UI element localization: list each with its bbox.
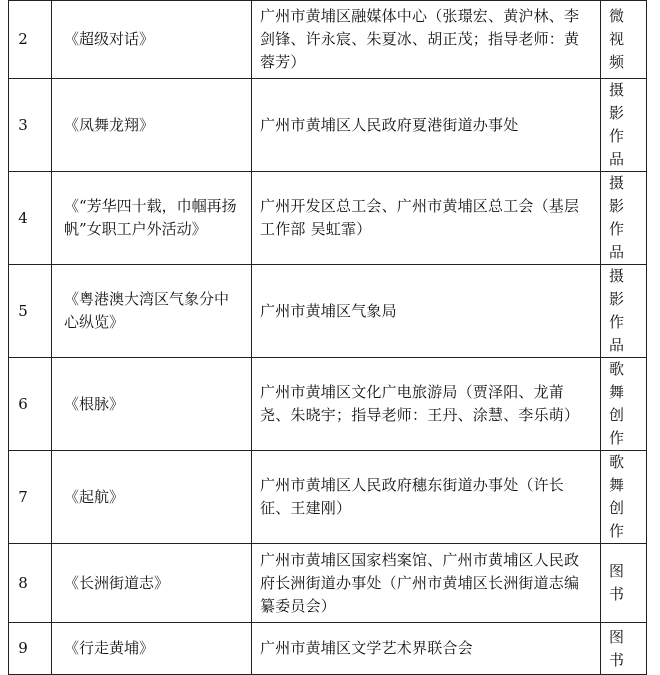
row-number: 3 bbox=[9, 79, 52, 172]
work-title: 《长洲街道志》 bbox=[52, 544, 252, 623]
table-row bbox=[9, 451, 647, 544]
organization: 广州市黄埔区文化广电旅游局（贾泽阳、龙莆尧、朱晓宇；指导老师：王丹、涂慧、李乐萌） bbox=[252, 358, 601, 451]
work-title: 《凤舞龙翔》 bbox=[52, 79, 252, 172]
table-row bbox=[9, 544, 647, 623]
row-number: 8 bbox=[9, 544, 52, 623]
organization: 广州市黄埔区人民政府夏港街道办事处 bbox=[252, 79, 601, 172]
award-list-table bbox=[8, 0, 647, 675]
work-title: 《行走黄埔》 bbox=[52, 623, 252, 675]
work-type: 图书 bbox=[601, 544, 647, 623]
row-number: 2 bbox=[9, 1, 52, 79]
row-number: 7 bbox=[9, 451, 52, 544]
work-title: 《“芳华四十载，巾帼再扬帆”女职工户外活动》 bbox=[52, 172, 252, 265]
row-number: 9 bbox=[9, 623, 52, 675]
work-type: 摄影作品 bbox=[601, 265, 647, 358]
organization: 广州开发区总工会、广州市黄埔区总工会（基层工作部 吴虹霏） bbox=[252, 172, 601, 265]
work-type: 微视频 bbox=[601, 1, 647, 79]
work-title: 《超级对话》 bbox=[52, 1, 252, 79]
row-number: 4 bbox=[9, 172, 52, 265]
work-title: 《粤港澳大湾区气象分中心纵览》 bbox=[52, 265, 252, 358]
row-number: 6 bbox=[9, 358, 52, 451]
table-row bbox=[9, 265, 647, 358]
work-title: 《根脉》 bbox=[52, 358, 252, 451]
row-number: 5 bbox=[9, 265, 52, 358]
organization: 广州市黄埔区融媒体中心（张璟宏、黄沪林、李剑锋、许永宸、朱夏冰、胡正茂；指导老师：黄蓉芳） bbox=[252, 1, 601, 79]
organization: 广州市黄埔区国家档案馆、广州市黄埔区人民政府长洲街道办事处（广州市黄埔区长洲街道志编纂委员会） bbox=[252, 544, 601, 623]
work-type: 摄影作品 bbox=[601, 172, 647, 265]
organization: 广州市黄埔区气象局 bbox=[252, 265, 601, 358]
table-row bbox=[9, 358, 647, 451]
table-row bbox=[9, 79, 647, 172]
work-type: 图书 bbox=[601, 623, 647, 675]
table-row bbox=[9, 623, 647, 675]
organization: 广州市黄埔区人民政府穗东街道办事处（许长征、王建刚） bbox=[252, 451, 601, 544]
table-row bbox=[9, 1, 647, 79]
work-title: 《起航》 bbox=[52, 451, 252, 544]
organization: 广州市黄埔区文学艺术界联合会 bbox=[252, 623, 601, 675]
work-type: 歌舞创作 bbox=[601, 451, 647, 544]
work-type: 歌舞创作 bbox=[601, 358, 647, 451]
work-type: 摄影作品 bbox=[601, 79, 647, 172]
table-row bbox=[9, 172, 647, 265]
